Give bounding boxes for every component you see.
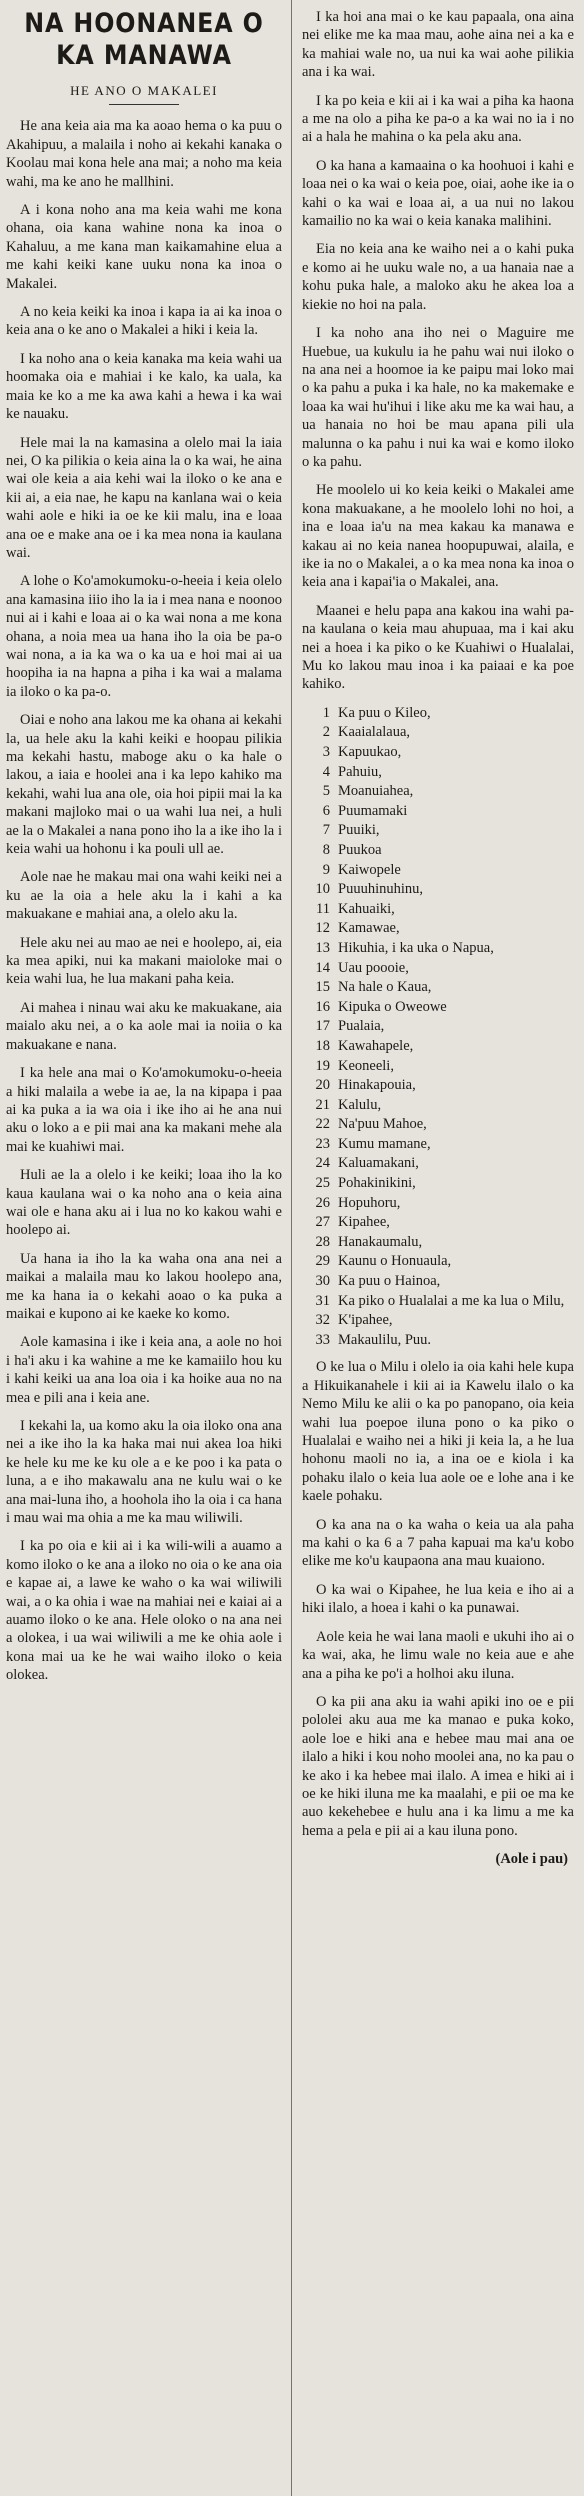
paragraph: A lohe o Ko'amokumoku-o-heeia i keia olelo ana kamasina iiio iho la ia i mea nana e noonoo nui ai i kahi e loaa ai o ka wai nona a me kona ohana, a noia mea ua hana iho la oia be pa-o wai nona, a ia ka wa o ka ua e hoi mai ai ua hoopiha ia na hapna a piha i ka wai a malama ia iloko o ka pa-o. bbox=[6, 573, 282, 700]
place-number: 3 bbox=[322, 744, 330, 760]
place-name: Puuuhinuhinu, bbox=[338, 881, 423, 898]
paragraph: A i kona noho ana ma keia wahi me kona ohana, oia kana wahine nona ka inoa o Kahaluu, a me kana man kaikamahine elua a me kahi keiki kane uuku nona ka inoa o Makalei. bbox=[6, 202, 282, 292]
paragraph: He ana keia aia ma ka aoao hema o ka puu o Akahipuu, a malaila i noho ai kekahi kanaka o Koolau mai kona hele ana mai; a noho ma keia wahi, ma ke ano he mallhini. bbox=[6, 118, 282, 190]
place-item bbox=[302, 900, 574, 920]
place-item bbox=[302, 1292, 574, 1312]
place-item bbox=[302, 1115, 574, 1135]
paragraph: Eia no keia ana ke waiho nei a o kahi puka e komo ai he uuku wale no, a ua hanaia nae a kohu puka hale, a maloko aku he akea loa a kiekie no hoi na pala. bbox=[302, 241, 574, 313]
place-item bbox=[302, 1135, 574, 1155]
column-divider bbox=[291, 0, 292, 2496]
paragraph: Hele aku nei au mao ae nei e hoolepo, ai, eia ka mea apiki, nui ka makani maioloke mai o keia wahi lua, he lua makani paha keia. bbox=[6, 934, 282, 988]
place-name: Hikuhia, i ka uka o Napua, bbox=[338, 939, 494, 956]
place-number: 10 bbox=[315, 881, 330, 898]
place-name: Kalulu, bbox=[338, 1096, 382, 1113]
place-item bbox=[302, 763, 574, 783]
place-name: Na hale o Kaua, bbox=[338, 979, 432, 996]
paragraph: O ke lua o Milu i olelo ia oia kahi hele kupa a Hikuikanahele i kii ai ia Kawelu ilalo o ka Nemo Milu ke alii o ka po panopano, oia keia wahi lua poepoe iluna pono o ka piko o Hualalai e waiho nei a hiki ji keia la, a he lua hohonu maoli no ia, a ina oe e kiola i ka pohaku ilalo o keia lua aole oe e lohe ana i ke kaele pohaku. bbox=[302, 1359, 574, 1505]
place-item bbox=[302, 1096, 574, 1116]
place-name: Uau poooie, bbox=[338, 959, 409, 976]
place-item bbox=[302, 959, 574, 979]
place-name: Pualaia, bbox=[338, 1018, 385, 1035]
place-number: 32 bbox=[315, 1312, 330, 1329]
place-number: 15 bbox=[315, 979, 330, 996]
place-name: Kaluamakani, bbox=[338, 1155, 419, 1172]
place-item bbox=[302, 1233, 574, 1253]
place-number: 28 bbox=[315, 1233, 330, 1250]
place-name: Ka puu o Kileo, bbox=[338, 704, 431, 721]
place-item bbox=[302, 743, 574, 763]
paragraph: Ua hana ia iho la ka waha ona ana nei a maikai a malaila mau ko lakou hoolepo ana, me ka hana ia o kekahi aoao o ka puka a maikai e kupono ai ke kaeke ko komo. bbox=[6, 1250, 282, 1322]
place-number: 25 bbox=[315, 1175, 330, 1192]
place-item bbox=[302, 1194, 574, 1214]
right-body-bottom bbox=[302, 1358, 574, 1840]
article-headline: NA HOONANEA O KA MANAWA bbox=[24, 8, 264, 71]
paragraph: I ka noho ana iho nei o Maguire me Huebue, ua kukulu ia he pahu wai nui iloko o na ana nei a hoomoe ia ke paipu mai loko mai o ka pahu a puka i ka hale, no ka makemake e loaa ka wai hu'ihui i like aku me ka wai hau, a ua hanaia no hoi be mau apana pili ula malunna o ka pahu i nui ka wai e komo iloko o ka pahu. bbox=[302, 325, 574, 470]
place-name: Pohakinikini, bbox=[338, 1175, 416, 1192]
place-number: 24 bbox=[315, 1155, 330, 1172]
paragraph: I kekahi la, ua komo aku la oia iloko ona ana nei a ike iho la ka haka mai nui akea loa hiki ke hele ku me ke ku ole a e ke poo i ka pata o luna, a e iho makawalu ana ne kulu wai o ke ana mai-luna iho, a hoohola iho la oia i ca hana i mau wai ma ohia a me ka mau wiliwili. bbox=[6, 1418, 282, 1527]
place-item bbox=[302, 704, 574, 724]
left-column bbox=[6, 8, 282, 2488]
place-number: 6 bbox=[322, 802, 330, 819]
left-body bbox=[6, 117, 282, 1684]
place-name: Kapuukao, bbox=[338, 744, 402, 760]
place-number: 16 bbox=[315, 998, 330, 1015]
paragraph: Aole nae he makau mai ona wahi keiki nei a ku ae la oia a hele aku la i kahi a ka makuakane e mahiai ana, a olelo aku la. bbox=[6, 869, 282, 923]
place-item bbox=[302, 1331, 574, 1351]
place-item bbox=[302, 802, 574, 822]
place-name: Kahuaiki, bbox=[338, 900, 395, 917]
paragraph: O ka pii ana aku ia wahi apiki ino oe e pii pololei aku aua me ka manao e puka koko, aole loe e hiki ana e hebee mau mai ana oe ilalo a hiki i kou noho moolei ana, no ka pau o ke ako i ka hebee mai ilalo. A imea e hiki ai i oe ke hiki iluna me ka maalahi, e pii oe ma ke auo kekehebee e hulu ana i ka limu a me ka hema a pela e pii ai a kau iluna pono. bbox=[302, 1693, 574, 1839]
place-number: 2 bbox=[322, 724, 330, 741]
place-name: Kamawae, bbox=[338, 920, 400, 937]
place-number: 11 bbox=[316, 900, 330, 917]
place-item bbox=[302, 861, 574, 881]
place-name: Puuiki, bbox=[338, 822, 380, 839]
place-name: Puumamaki bbox=[338, 802, 408, 819]
paragraph: Maanei e helu papa ana kakou ina wahi pa-na kaulana o keia mau ahupuaa, ma i kai aku nei a hoea i ka piko o ke Kuahiwi o Hualalai, Mu ko lakou mau inoa i ka paiaai e ka poe kahiko. bbox=[302, 602, 574, 693]
place-item bbox=[302, 978, 574, 998]
place-number: 7 bbox=[322, 822, 330, 839]
paragraph: He moolelo ui ko keia keiki o Makalei ame kona makuakane, a he moolelo lohi no hoi, a ina e loaa ia'u na mea kakau ka manawa e kakau ai no keia nanea hoopupuwai, alaila, e ike ia no o Makalei, a o ka mea nona ka inoa o keia ana i kapai'ia o Makalei, ana. bbox=[302, 482, 574, 591]
place-name: Hinakapouia, bbox=[338, 1077, 416, 1094]
paragraph: Aole keia he wai lana maoli e ukuhi iho ai o ka wai, aka, he limu wale no keia aue e ahe ana a piha ke po'i a holhoi aku iluna. bbox=[302, 1628, 574, 1682]
place-number: 21 bbox=[315, 1096, 330, 1113]
place-item bbox=[302, 998, 574, 1018]
paragraph: I ka hoi ana mai o ke kau papaala, ona aina nei elike me ka maa mau, aohe aina nei a ka e ka mahiai wale no, ua nui ka wai aohe pilikia ana i ka wai. bbox=[302, 9, 574, 81]
place-item bbox=[302, 1174, 574, 1194]
paragraph: I ka hele ana mai o Ko'amokumoku-o-heeia a hiki malaila a webe ia ae, la na kipapa i paa ai ka puka a ia wa oia i ike iho ai he ana nui aku o loko a e pii mai ana ka makani mehe ala mai ke kuahiwi mai. bbox=[6, 1065, 282, 1155]
place-number: 23 bbox=[315, 1135, 330, 1152]
place-item bbox=[302, 1037, 574, 1057]
place-item bbox=[302, 939, 574, 959]
place-number: 27 bbox=[315, 1214, 330, 1231]
place-number: 31 bbox=[315, 1292, 330, 1309]
place-name: Kaiwopele bbox=[338, 861, 401, 878]
article-subhead: HE ANO O MAKALEI bbox=[70, 83, 218, 98]
paragraph: I ka po keia e kii ai i ka wai a piha ka haona a me na olo a piha ke pa-o a ka wai no ia i no ai a hala he mahina o ka pela aku ana. bbox=[302, 92, 574, 146]
place-number: 12 bbox=[315, 920, 330, 937]
place-item bbox=[302, 1017, 574, 1037]
place-number: 18 bbox=[315, 1037, 330, 1054]
place-name: K'ipahee, bbox=[338, 1312, 393, 1329]
paragraph: O ka wai o Kipahee, he lua keia e iho ai a hiki ilalo, a hoea i kahi o ka punawai. bbox=[302, 1581, 574, 1617]
place-name: Pahuiu, bbox=[338, 763, 382, 780]
place-item bbox=[302, 1057, 574, 1077]
place-number: 9 bbox=[322, 861, 330, 878]
place-item bbox=[302, 880, 574, 900]
place-name: Ka puu o Hainoa, bbox=[338, 1273, 441, 1290]
place-name: Puukoa bbox=[338, 841, 382, 858]
paragraph: A no keia keiki ka inoa i kapa ia ai ka inoa o keia ana o ke ano o Makalei a hiki i keia la. bbox=[6, 304, 282, 339]
place-name: Kaunu o Honuaula, bbox=[338, 1253, 452, 1270]
place-item bbox=[302, 919, 574, 939]
place-number: 30 bbox=[315, 1273, 330, 1290]
paragraph: Ai mahea i ninau wai aku ke makuakane, aia maialo aku nei, a o ka aole mai ia noiia o ka makuakane e nana. bbox=[6, 999, 282, 1053]
place-number: 17 bbox=[315, 1018, 330, 1035]
place-name: Kumu mamane, bbox=[338, 1135, 431, 1152]
place-number: 20 bbox=[315, 1077, 330, 1094]
place-name: Kipahee, bbox=[338, 1214, 390, 1231]
place-item bbox=[302, 1272, 574, 1292]
paragraph: Oiai e noho ana lakou me ka ohana ai kekahi la, ua hele aku la kahi keiki e hoopau pilikia ma kekahi hastu, maboge aku o ka hale o lakou, a iaia e hoolei ana i ka lepo kahiko ma kekahi, wahi lua ana ole, oia hoi pipii mai la ka makani majloko mai o ua wahi lua nei, a huli ae la o Makalei a nana pono iho la a ike iho la i keia wahi ua hohonu i ka pouli ull ae. bbox=[6, 712, 282, 858]
place-number: 8 bbox=[322, 841, 330, 858]
place-number: 14 bbox=[315, 959, 330, 976]
place-item bbox=[302, 782, 574, 802]
paragraph: O ka hana a kamaaina o ka hoohuoi i kahi e loaa nei o ka wai o keia poe, oiai, aohe ike ia o kahi o ka wai e loaa ai, a ua nui no lakou kamailio no ka wai o keia kanaka malihini. bbox=[302, 157, 574, 230]
place-name: Na'puu Mahoe, bbox=[338, 1116, 427, 1133]
place-item bbox=[302, 723, 574, 743]
place-name: Makaulilu, Puu. bbox=[338, 1331, 432, 1348]
place-name: Moanuiahea, bbox=[338, 783, 414, 800]
place-item bbox=[302, 821, 574, 841]
paragraph: Huli ae la a olelo i ke keiki; loaa iho la ko kaua kaulana wai o ka noho ana o keia aina wai ole e hana aku ai i lua no ko kakou wahi e hoolepo ai. bbox=[6, 1167, 282, 1239]
place-number: 19 bbox=[315, 1057, 330, 1074]
place-number: 5 bbox=[322, 783, 330, 800]
place-names-list bbox=[302, 704, 574, 1351]
place-item bbox=[302, 1311, 574, 1331]
paragraph: O ka ana na o ka waha o keia ua ala paha ma kahi o ka 6 a 7 paha kapuai ma ka'u kobo elike me ko'u kaupaona ana mau kuaiono. bbox=[302, 1516, 574, 1570]
right-body-top bbox=[302, 8, 574, 694]
place-item bbox=[302, 1213, 574, 1233]
place-number: 22 bbox=[315, 1116, 330, 1133]
place-number: 26 bbox=[315, 1194, 330, 1211]
place-number: 33 bbox=[315, 1331, 330, 1348]
place-item bbox=[302, 1076, 574, 1096]
paragraph: I ka po oia e kii ai i ka wili-wili a auamo a komo iloko o ke ana a iloko no oia o ke ana oia e kapae ai, a lawe ke waho o ka wai wiliwili wai, a o ka ohia i wae na mahiai nei e kaiai ai a auamo iloko o ke ana. Hele oloko o na ana nei a olokea, i ua wai wiliwili a me ke ohia aole i kona mai ua ke he wai waiho iloko o keia olokea. bbox=[6, 1538, 282, 1684]
place-number: 1 bbox=[322, 704, 330, 721]
place-item bbox=[302, 1154, 574, 1174]
place-name: Hanakaumalu, bbox=[338, 1233, 423, 1250]
paragraph: Aole kamasina i ike i keia ana, a aole no hoi i ha'i aku i ka wahine a me ke kamaiilo hou ku i kahi keiki ua ana loa oia i ka hoike aua no na mea e pili ana i keia ane. bbox=[6, 1334, 282, 1406]
continued-note: (Aole i pau) bbox=[495, 1851, 568, 1868]
place-number: 13 bbox=[315, 939, 330, 956]
place-number: 4 bbox=[322, 763, 330, 780]
place-name: Keoneeli, bbox=[338, 1057, 394, 1074]
place-name: Kawahapele, bbox=[338, 1037, 414, 1054]
place-name: Ka piko o Hualalai a me ka lua o Milu, bbox=[338, 1292, 565, 1309]
right-column bbox=[302, 8, 574, 2488]
paragraph: I ka noho ana o keia kanaka ma keia wahi ua hoomaka oia e mahiai i ke kalo, ka uala, ka maia ke ko a me ka awa kahi a hewa i ka wai ke nauaku. bbox=[6, 350, 282, 423]
place-item bbox=[302, 841, 574, 861]
place-number: 29 bbox=[315, 1253, 330, 1270]
paragraph: Hele mai la na kamasina a olelo mai la iaia nei, O ka pilikia o keia aina la o ka wai, he aina wai ole keia a aia kehi wai la iloko o ke ana e kii ai, a eia nae, he kapu na kanlana wai o keia wahi aole e hiki ia oe ke kii malu, ina e loaa ana oe e make ana oe i ka mea nona ia kaulana wai. bbox=[6, 434, 282, 561]
place-name: Kaaialalaua, bbox=[338, 724, 411, 741]
place-name: Kipuka o Oweowe bbox=[338, 998, 447, 1015]
subhead-divider bbox=[109, 104, 179, 105]
place-name: Hopuhoru, bbox=[338, 1194, 401, 1211]
place-item bbox=[302, 1252, 574, 1272]
